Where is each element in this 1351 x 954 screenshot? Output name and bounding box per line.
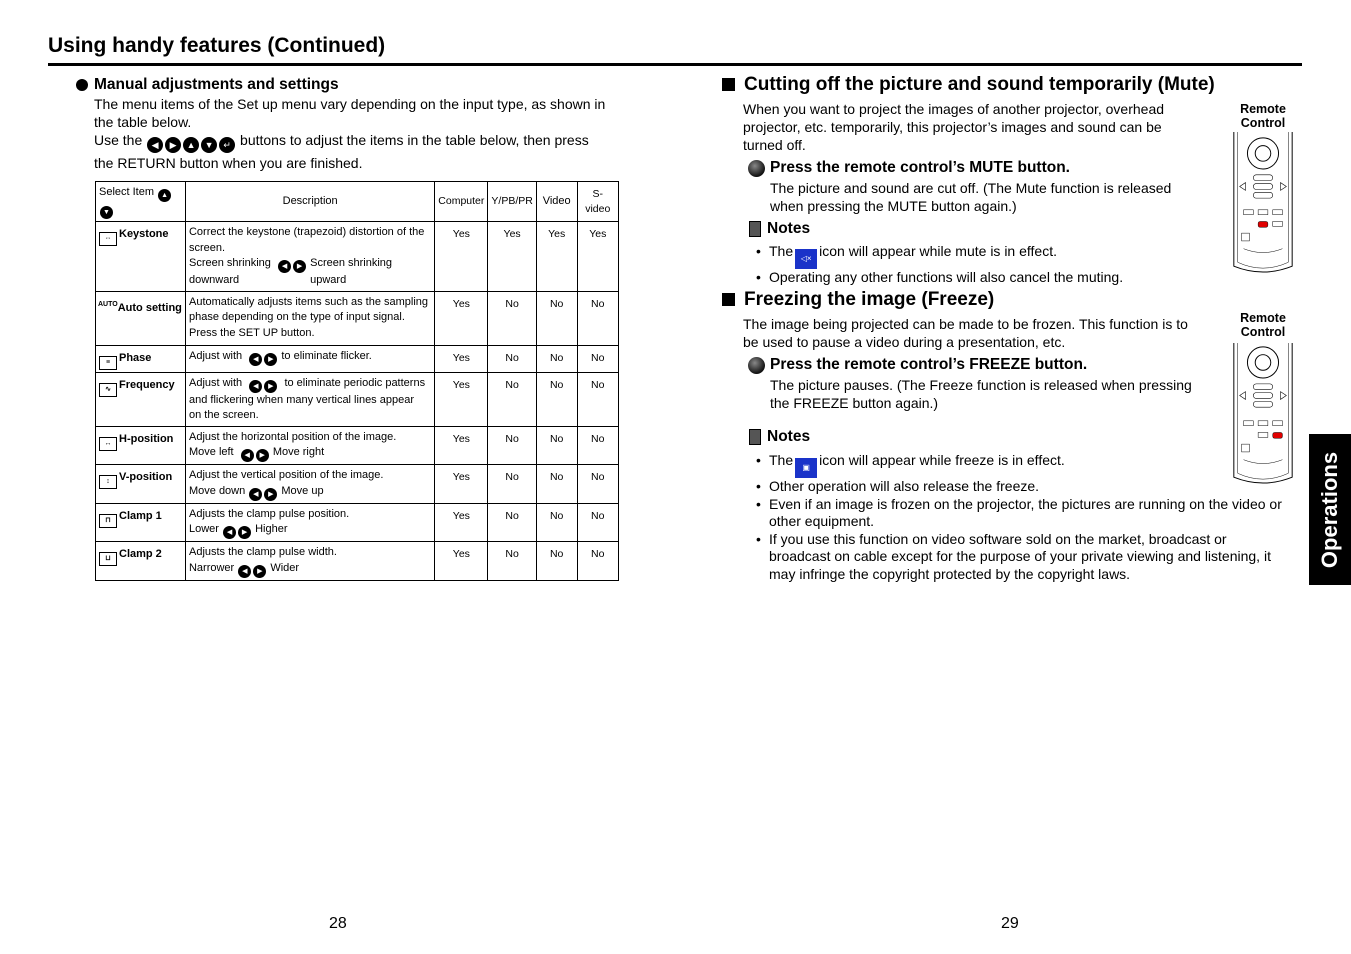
mute-step: Press the remote control’s MUTE button.	[748, 159, 1070, 177]
table-row: ↕ V-position Adjust the vertical position of the image. Move down ◀ ▶ Move up Yes No No No	[96, 465, 619, 504]
step-bullet-icon	[748, 160, 765, 177]
list-item: • Operating any other functions will also cancel the muting.	[756, 269, 1226, 287]
mute-notes-list	[756, 243, 1226, 287]
list-item: • The ▣ icon will appear while freeze is in effect.	[756, 452, 1301, 478]
freeze-step: Press the remote control’s FREEZE button.	[748, 356, 1087, 374]
list-item: • Even if an image is frozen on the projector, the pictures are running on the video or other equipment.	[756, 496, 1301, 531]
left-arrow-icon: ◀	[249, 353, 262, 366]
keystone-icon: ⇔	[99, 232, 117, 246]
list-item: • Other operation will also release the freeze.	[756, 478, 1301, 496]
notes-icon	[749, 429, 761, 445]
adjustments-table	[95, 181, 619, 581]
manual-adjustments-heading: Manual adjustments and settings	[76, 76, 339, 94]
left-arrow-icon: ◀	[278, 260, 291, 273]
mute-step-body: The picture and sound are cut off. (The Mute function is released when pressing the MUTE button again.)	[770, 180, 1172, 214]
freeze-button-highlight	[1273, 432, 1283, 438]
mute-status-icon: ◁×	[795, 249, 817, 269]
left-arrow-icon: ◀	[249, 380, 262, 393]
right-arrow-icon: ▶	[264, 380, 277, 393]
freeze-notes-list	[756, 452, 1301, 583]
list-item: • The ◁× icon will appear while mute is in effect.	[756, 243, 1226, 269]
table-row: ⇔ Keystone Correct the keystone (trapezoid) distortion of the screen. Screen shrinking ◀ ▶ Screen shrinking downward upward Yes Yes Yes Yes	[96, 222, 619, 292]
col-description: Description	[185, 182, 434, 222]
right-arrow-icon: ▶	[238, 526, 251, 539]
right-arrow-icon: ▶	[293, 260, 306, 273]
left-arrow-icon: ◀	[249, 488, 262, 501]
clamp-1-icon: ⊓	[99, 514, 117, 528]
right-arrow-icon: ▶	[264, 353, 277, 366]
table-row: ⊓ Clamp 1 Adjusts the clamp pulse position. Lower ◀ ▶ Higher Yes No No No	[96, 503, 619, 542]
mute-body: When you want to project the images of another projector, overhead projector, etc. temporarily, this projector’s images and sound can be turned off.	[743, 101, 1165, 153]
left-arrow-button-icon: ◀	[147, 137, 163, 153]
operations-side-tab: Operations	[1309, 434, 1351, 585]
enter-button-icon: ↵	[219, 137, 235, 153]
use-buttons-text: Use the ◀ ▶ ▲ ▼ ↵ buttons to adjust the items in the table below, then press the RETURN button when you are finished.	[94, 132, 589, 171]
square-bullet-icon	[722, 78, 735, 91]
up-arrow-button-icon: ▲	[183, 137, 199, 153]
table-row: $^{AUTO}$Auto setting Automatically adjusts items such as the sampling phase depending on the type of input signal. Press the SET UP button. Yes No No No	[96, 291, 619, 345]
frequency-icon: ∿	[99, 383, 117, 397]
right-arrow-icon: ▶	[264, 488, 277, 501]
table-header-row	[96, 182, 619, 222]
remote-control-illustration	[1228, 130, 1298, 276]
right-arrow-icon: ▶	[253, 565, 266, 578]
phase-icon: ≡	[99, 356, 117, 370]
page-title: Using handy features (Continued)	[48, 34, 386, 57]
bullet-icon	[76, 79, 88, 91]
intro-text: The menu items of the Set up menu vary depending on the input type, as shown in the table below.	[94, 96, 606, 130]
list-item: • If you use this function on video software sold on the market, broadcast or broadcast on cable except for the purpose of your private viewing and listening, it may infringe the copyright protected by the copyright laws.	[756, 531, 1301, 584]
clamp-2-icon: ⊔	[99, 552, 117, 566]
freeze-step-body: The picture pauses. (The Freeze function is released when pressing the FREEZE button again.)	[770, 377, 1192, 411]
auto-icon: AUTO	[98, 300, 118, 308]
notes-icon	[749, 221, 761, 237]
mute-heading: Cutting off the picture and sound temporarily (Mute)	[722, 74, 1215, 96]
col-video: Video	[536, 182, 577, 222]
col-svideo: S-video	[577, 182, 618, 222]
table-row: ∿ Frequency Adjust with ◀ ▶ to eliminate periodic patterns and flickering when many vertical lines appear on the screen. Yes No No No	[96, 372, 619, 426]
col-select-item: Select Item ▲▼	[96, 182, 186, 222]
h-position-icon: ↔	[99, 437, 117, 451]
mute-notes-heading: Notes	[749, 220, 810, 238]
down-arrow-button-icon: ▼	[201, 137, 217, 153]
page-number-left: 28	[329, 915, 347, 932]
col-computer: Computer	[435, 182, 488, 222]
down-arrow-icon: ▼	[100, 206, 113, 219]
mute-button-highlight	[1258, 221, 1268, 227]
freeze-heading: Freezing the image (Freeze)	[722, 289, 994, 311]
step-bullet-icon	[748, 357, 765, 374]
freeze-status-icon: ▣	[795, 458, 817, 478]
remote-control-label: Remote Control	[1240, 102, 1286, 130]
table-row: ≡ Phase Adjust with ◀ ▶ to eliminate flicker. Yes No No No	[96, 345, 619, 372]
remote-control-label: Remote Control	[1240, 311, 1286, 339]
remote-control-illustration	[1228, 341, 1298, 487]
table-row: ⊔ Clamp 2 Adjusts the clamp pulse width. Narrower ◀ ▶ Wider Yes No No No	[96, 542, 619, 581]
freeze-body: The image being projected can be made to be frozen. This function is to be used to pause a video during a presentation, etc.	[743, 316, 1188, 350]
left-arrow-icon: ◀	[241, 449, 254, 462]
left-arrow-icon: ◀	[238, 565, 251, 578]
table-row: ↔ H-position Adjust the horizontal position of the image. Move left ◀ ▶ Move right Yes No No No	[96, 426, 619, 465]
freeze-notes-heading: Notes	[749, 428, 810, 446]
v-position-icon: ↕	[99, 475, 117, 489]
title-divider	[48, 63, 1302, 66]
page-number-right: 29	[1001, 915, 1019, 932]
col-ypbpr: Y/PB/PR	[488, 182, 536, 222]
left-arrow-icon: ◀	[223, 526, 236, 539]
up-arrow-icon: ▲	[158, 189, 171, 202]
right-arrow-icon: ▶	[256, 449, 269, 462]
right-arrow-button-icon: ▶	[165, 137, 181, 153]
square-bullet-icon	[722, 293, 735, 306]
